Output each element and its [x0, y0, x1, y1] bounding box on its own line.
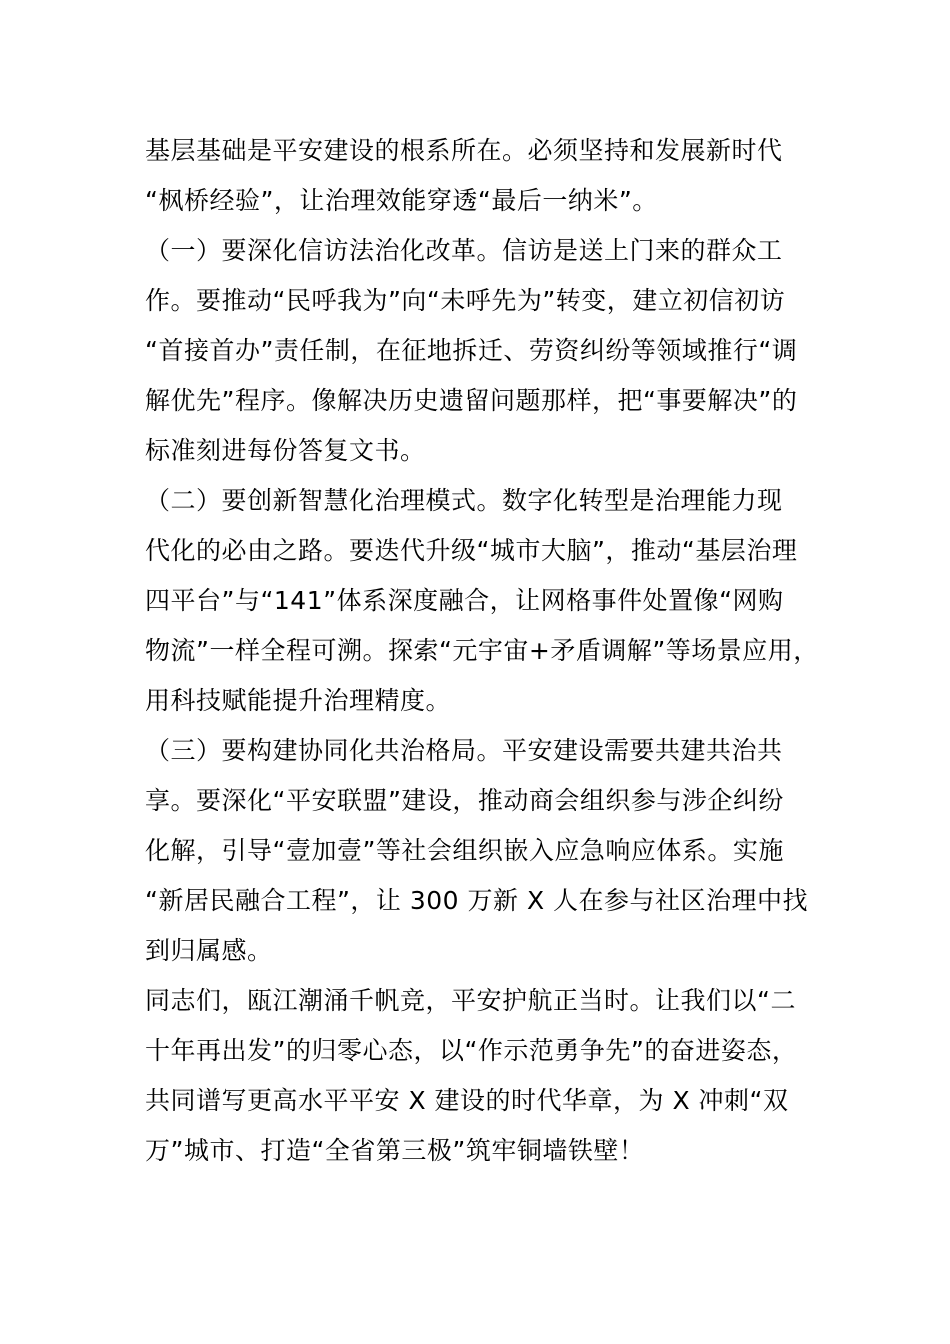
text-line: 作。要推动“民呼我为”向“未呼先为”转变，建立初信初访	[145, 286, 786, 315]
text-line: （二）要创新智慧化治理模式。数字化转型是治理能力现	[145, 486, 783, 515]
text-line: “首接首办”责任制，在征地拆迁、劳资纠纷等领域推行“调	[145, 336, 798, 365]
text-line: （三）要构建协同化共治格局。平安建设需要共建共治共	[145, 736, 783, 765]
text-line: 化解，引导“壹加壹”等社会组织嵌入应急响应体系。实施	[145, 836, 784, 865]
text-line: 同志们，瓯江潮涌千帆竞，平安护航正当时。让我们以“二	[145, 986, 796, 1015]
text-line: 物流”一样全程可溯。探索“元宇宙+矛盾调解”等场景应用，	[145, 636, 819, 665]
text-line: 万”城市、打造“全省第三极”筑牢铜墙铁壁！	[145, 1136, 645, 1165]
text-line: 用科技赋能提升治理精度。	[145, 686, 452, 715]
text-line: 标准刻进每份答复文书。	[145, 436, 426, 465]
body-text	[145, 126, 835, 1176]
text-line: 共同谱写更高水平平安 X 建设的时代华章，为 X 冲刺“双	[145, 1086, 789, 1115]
text-line: 享。要深化“平安联盟”建设，推动商会组织参与涉企纠纷	[145, 786, 784, 815]
text-line: 到归属感。	[145, 936, 273, 965]
text-line: “枫桥经验”，让治理效能穿透“最后一纳米”。	[145, 186, 658, 215]
text-line: 基层基础是平安建设的根系所在。必须坚持和发展新时代	[145, 136, 783, 165]
text-line: （一）要深化信访法治化改革。信访是送上门来的群众工	[145, 236, 783, 265]
text-line: 代化的必由之路。要迭代升级“城市大脑”，推动“基层治理	[145, 536, 798, 565]
text-line: 解优先”程序。像解决历史遗留问题那样，把“事要解决”的	[145, 386, 798, 415]
text-line: “新居民融合工程”，让 300 万新 X 人在参与社区治理中找	[145, 886, 809, 915]
text-line: 四平台”与“141”体系深度融合，让网格事件处置像“网购	[145, 586, 784, 615]
text-line: 十年再出发”的归零心态，以“作示范勇争先”的奋进姿态，	[145, 1036, 798, 1065]
